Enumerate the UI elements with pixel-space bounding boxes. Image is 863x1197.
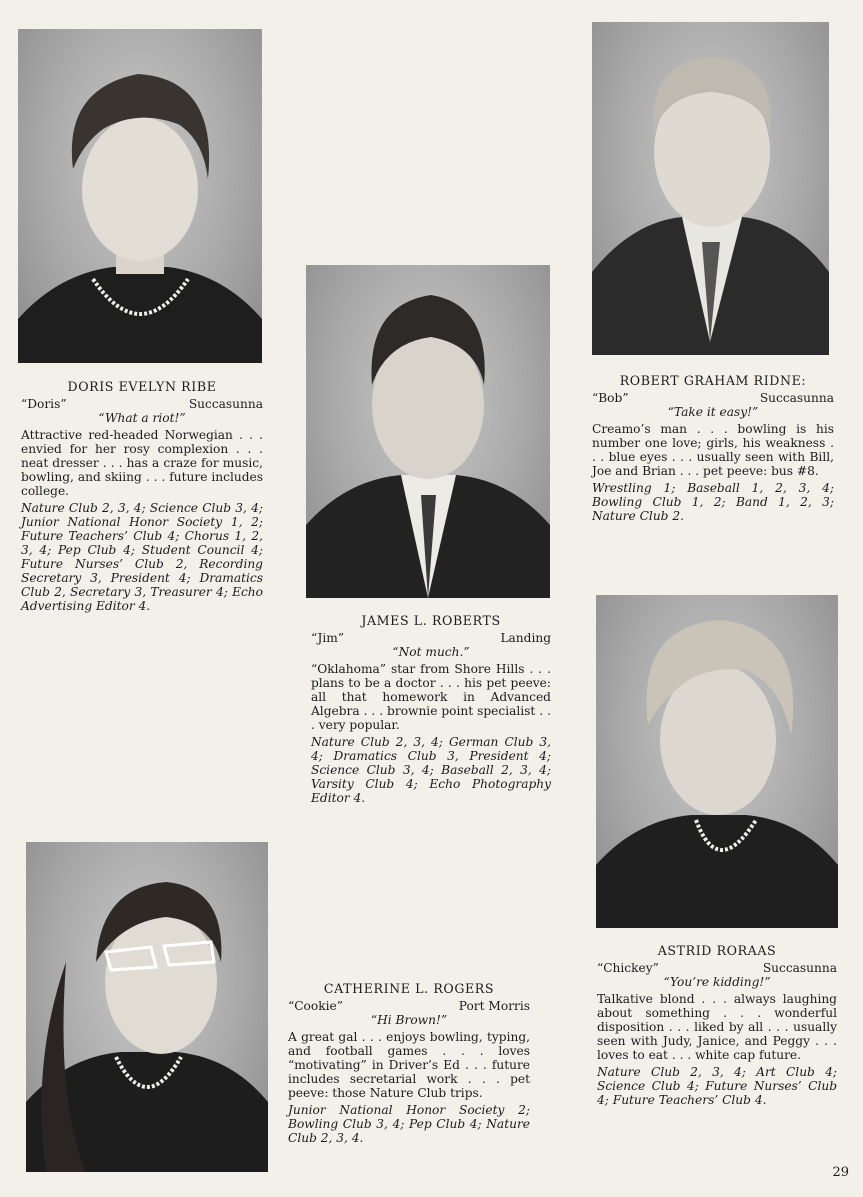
student-nickname: “Bob” [592,391,629,405]
student-activities: Nature Club 2, 3, 4; German Club 3, 4; Dramatics Club 3, President 4; Science Club 3, 4; Baseball 2, 3, 4; Varsity Club 4; Echo Photography Editor 4. [311,735,551,805]
student-description: Talkative blond . . . always laughing about something . . . wonderful disposition . . . liked by all . . . usually seen with Judy, Janice, and Peggy . . . loves to eat . . . white cap future. [597,992,837,1062]
portrait-photo-robert [592,22,829,355]
portrait-photo-doris [18,29,262,363]
student-nickname: “Doris” [21,397,67,411]
student-name: JAMES L. ROBERTS [361,613,501,628]
student-town: Succasunna [759,391,834,405]
student-quote: “Hi Brown!” [370,1013,448,1027]
student-nickname: “Cookie” [288,999,343,1013]
student-quote: “Not much.” [392,645,470,659]
portrait-photo-astrid [596,595,838,928]
portrait-photo-james [306,265,550,598]
student-description: A great gal . . . enjoys bowling, typing, and football games . . . loves “motivating” in Driver’s Ed . . . future includes secretarial work . . . pet peeve: those Nature Club trips. [288,1030,530,1100]
student-activities: Wrestling 1; Baseball 1, 2, 3, 4; Bowling Club 1, 2; Band 1, 2, 3; Nature Club 2. [592,481,834,523]
student-activities: Nature Club 2, 3, 4; Art Club 4; Science Club 4; Future Nurses’ Club 4; Future Teachers’ Club 4. [597,1065,837,1107]
page-number: 29 [832,1165,849,1180]
student-name: ROBERT GRAHAM RIDNE: [619,373,807,388]
student-town: Succasunna [188,397,263,411]
student-name: ASTRID RORAAS [657,943,777,958]
student-quote: “You’re kidding!” [663,975,771,989]
student-entry-robert [592,374,834,523]
student-name: CATHERINE L. ROGERS [323,981,495,996]
student-description: Attractive red-headed Norwegian . . . envied for her rosy complexion . . . neat dresser . . . has a craze for music, bowling, and skiing . . . future includes college. [21,428,263,498]
student-town: Port Morris [458,999,530,1013]
student-quote: “What a riot!” [98,411,186,425]
student-entry-catherine [288,982,530,1145]
student-name: DORIS EVELYN RIBE [67,379,217,394]
student-nickname: “Chickey” [597,961,659,975]
student-activities: Nature Club 2, 3, 4; Science Club 3, 4; Junior National Honor Society 1, 2; Future Teachers’ Club 4; Chorus 1, 2, 3, 4; Pep Club 4; Student Council 4; Future Nurses’ Club 2, Recording Secretary 3, President 4; Dramatics Club 2, Secretary 3, Treasurer 4; Echo Advertising Editor 4. [21,501,263,613]
student-town: Landing [500,631,551,645]
student-description: “Oklahoma” star from Shore Hills . . . plans to be a doctor . . . his pet peeve: all that homework in Advanced Algebra . . . brownie point specialist . . . very popular. [311,662,551,732]
student-entry-doris [21,380,263,613]
student-town: Succasunna [762,961,837,975]
student-entry-james [311,614,551,805]
student-entry-astrid [597,944,837,1107]
student-description: Creamo’s man . . . bowling is his number one love; girls, his weakness . . . blue eyes . . . usually seen with Bill, Joe and Brian . . . pet peeve: bus #8. [592,422,834,478]
student-nickname: “Jim” [311,631,345,645]
student-activities: Junior National Honor Society 2; Bowling Club 3, 4; Pep Club 4; Nature Club 2, 3, 4. [288,1103,530,1145]
portrait-photo-catherine [26,842,268,1172]
student-quote: “Take it easy!” [667,405,759,419]
